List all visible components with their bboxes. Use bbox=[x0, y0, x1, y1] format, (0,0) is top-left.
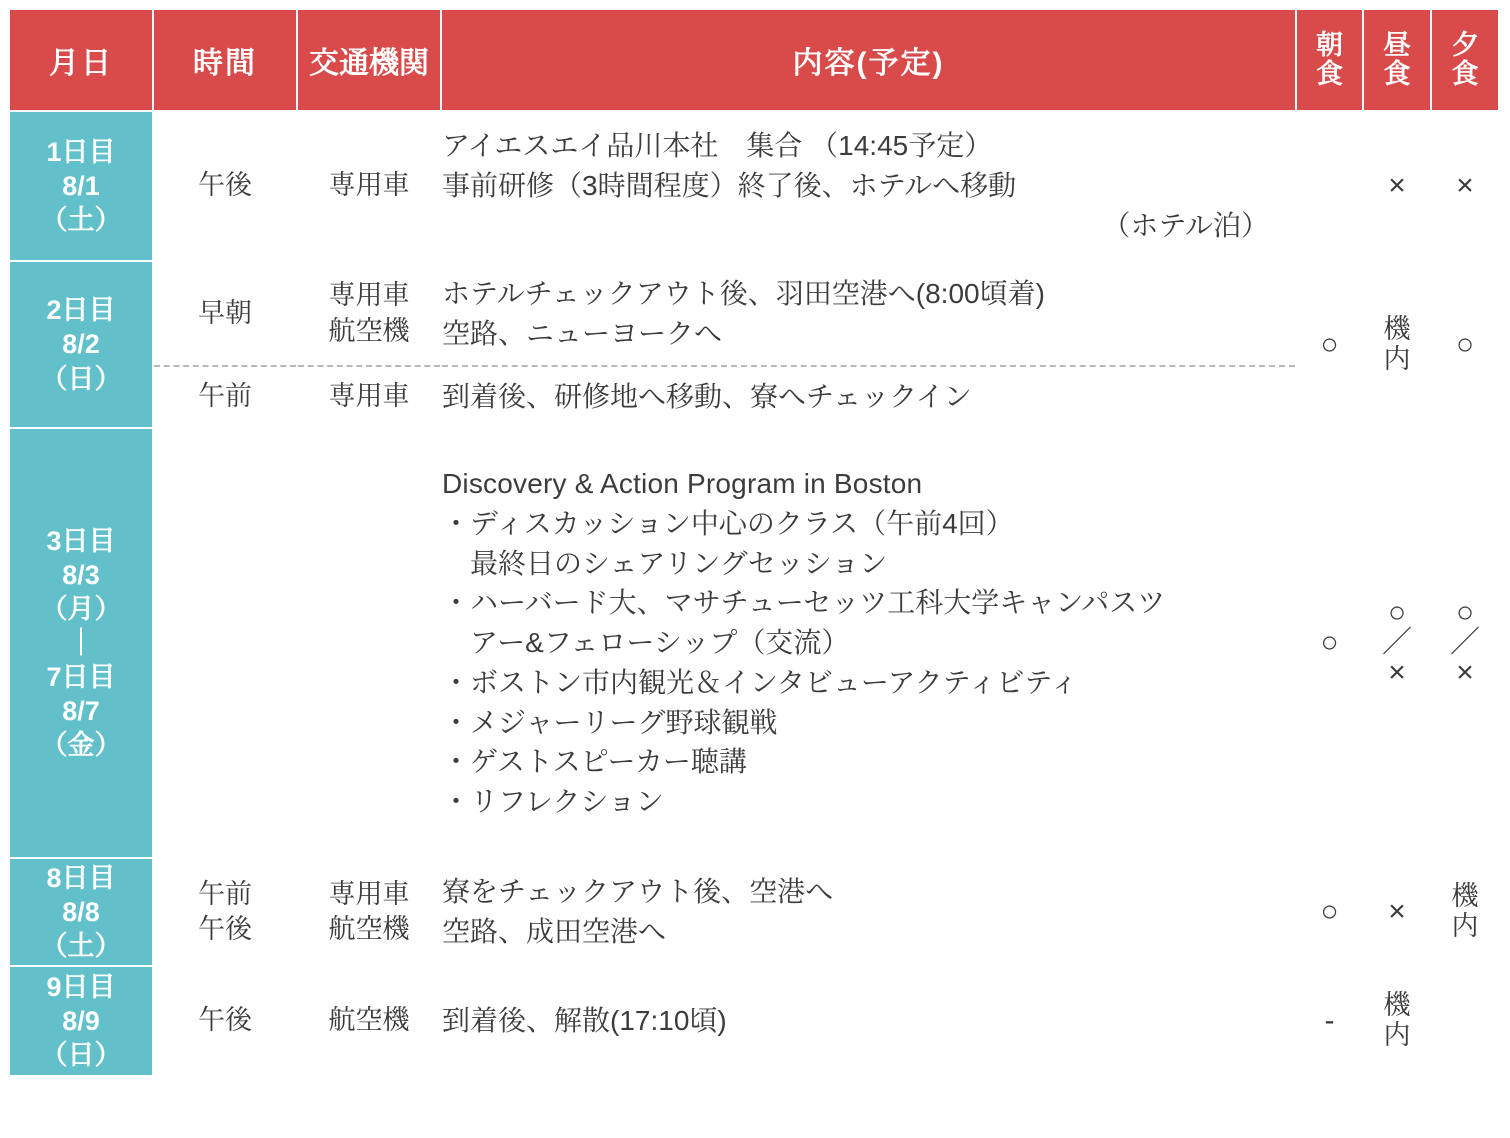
time-cell bbox=[153, 428, 297, 858]
dinner-cell bbox=[1431, 428, 1499, 858]
content-line: ・ハーバード大、マサチューセッツ工科大学キャンパスツ bbox=[442, 587, 1166, 619]
content-line: 空路、成田空港へ bbox=[442, 916, 667, 947]
day-line: （土） bbox=[40, 931, 122, 961]
day-line: 3日目 bbox=[46, 525, 116, 556]
lunch-char-2: 食 bbox=[1383, 59, 1411, 89]
breakfast-char-2: 食 bbox=[1316, 59, 1343, 89]
day-line: 1日目 bbox=[46, 136, 116, 167]
column-header-dinner bbox=[1431, 9, 1499, 111]
time-cell bbox=[153, 966, 297, 1076]
breakfast-char-1: 朝 bbox=[1316, 29, 1343, 60]
content-cell bbox=[441, 111, 1296, 261]
lunch-cell bbox=[1363, 966, 1431, 1076]
table-row bbox=[9, 261, 1499, 366]
table-row bbox=[9, 111, 1499, 261]
day-line: 8/8 bbox=[62, 896, 100, 927]
dinner-cell: ○ bbox=[1431, 261, 1499, 428]
time-cell bbox=[153, 858, 297, 966]
column-header-time: 時間 bbox=[153, 9, 297, 111]
lunch-value: 機 内 bbox=[1383, 990, 1411, 1050]
lunch-value: ○ ／ × bbox=[1382, 596, 1412, 689]
transport-line: 専用車 bbox=[328, 381, 410, 412]
breakfast-cell: ○ bbox=[1296, 261, 1363, 428]
lunch-cell: × bbox=[1363, 111, 1431, 261]
content-cell bbox=[441, 261, 1296, 366]
lunch-cell bbox=[1363, 428, 1431, 858]
transport-cell bbox=[297, 966, 441, 1076]
day-line: 2日目 bbox=[46, 295, 116, 326]
itinerary-table bbox=[8, 8, 1500, 1077]
column-header-transport: 交通機関 bbox=[297, 9, 441, 111]
table-header bbox=[9, 9, 1499, 111]
transport-line: 航空機 bbox=[328, 914, 410, 944]
day-line: （日） bbox=[40, 363, 122, 394]
transport-cell bbox=[297, 366, 441, 428]
transport-line: 専用車 bbox=[328, 170, 410, 201]
transport-cell bbox=[297, 111, 441, 261]
dinner-value: ○ ／ × bbox=[1450, 596, 1480, 689]
day-line: （日） bbox=[40, 1040, 122, 1070]
time-cell bbox=[153, 366, 297, 428]
content-line: ・ボストン市内観光＆インタビューアクティビティ bbox=[442, 666, 1079, 698]
lunch-char-1: 昼 bbox=[1383, 29, 1411, 60]
content-line: ・ディスカッション中心のクラス（午前4回） bbox=[442, 507, 1014, 539]
content-line: ・メジャーリーグ野球観戦 bbox=[442, 706, 778, 738]
day-line: 8/1 bbox=[62, 170, 100, 201]
transport-cell bbox=[297, 858, 441, 966]
time-line: 午前 bbox=[198, 878, 252, 909]
dinner-char-2: 食 bbox=[1451, 59, 1479, 89]
content-line: アー&フェローシップ（交流） bbox=[442, 627, 850, 659]
dinner-cell bbox=[1431, 858, 1499, 966]
transport-line: 専用車 bbox=[328, 280, 410, 311]
time-line: 早朝 bbox=[198, 297, 252, 328]
day-line: （金） bbox=[40, 730, 122, 761]
day-line: 8/9 bbox=[62, 1005, 100, 1036]
day-cell bbox=[9, 966, 153, 1076]
content-line: 空路、ニューヨークへ bbox=[442, 317, 723, 349]
time-cell bbox=[153, 111, 297, 261]
day-line: 8/2 bbox=[62, 329, 100, 360]
content-line-note: （ホテル泊） bbox=[1102, 209, 1269, 241]
transport-line: 航空機 bbox=[328, 315, 410, 346]
transport-line: 航空機 bbox=[328, 1005, 410, 1036]
day-line: （月） bbox=[40, 593, 122, 624]
day-line: ｜ bbox=[67, 627, 95, 658]
header-row bbox=[9, 9, 1499, 111]
content-line-title: Discovery & Action Program in Boston bbox=[442, 468, 923, 500]
content-line: ・ゲストスピーカー聴講 bbox=[442, 746, 747, 778]
content-line: アイエスエイ品川本社 集合 （14:45予定） bbox=[442, 130, 993, 162]
table-row bbox=[9, 366, 1499, 428]
time-line: 午後 bbox=[198, 1005, 252, 1036]
content-line: ホテルチェックアウト後、羽田空港へ(8:00頃着) bbox=[442, 277, 1045, 309]
dinner-cell: × bbox=[1431, 111, 1499, 261]
lunch-cell bbox=[1363, 261, 1431, 428]
transport-line: 専用車 bbox=[328, 878, 410, 909]
breakfast-cell: ○ bbox=[1296, 428, 1363, 858]
breakfast-cell: ○ bbox=[1296, 858, 1363, 966]
day-line: （土） bbox=[40, 205, 122, 235]
column-header-date: 月日 bbox=[9, 9, 153, 111]
day-line: 8/3 bbox=[62, 559, 100, 590]
content-cell bbox=[441, 366, 1296, 428]
day-line: 9日目 bbox=[46, 971, 116, 1002]
time-line: 午前 bbox=[198, 381, 252, 412]
content-line: 最終日のシェアリングセッション bbox=[442, 547, 888, 579]
content-line: ・リフレクション bbox=[442, 786, 664, 818]
day-line: 8日目 bbox=[46, 862, 116, 893]
content-line: 到着後、解散(17:10頃) bbox=[442, 1005, 727, 1037]
content-cell bbox=[441, 966, 1296, 1076]
table-row bbox=[9, 966, 1499, 1076]
day-cell bbox=[9, 261, 153, 428]
time-cell bbox=[153, 261, 297, 366]
dinner-cell bbox=[1431, 966, 1499, 1076]
column-header-content: 内容(予定) bbox=[441, 9, 1296, 111]
breakfast-cell: - bbox=[1296, 966, 1363, 1076]
content-line: 到着後、研修地へ移動、寮へチェックイン bbox=[442, 381, 972, 413]
transport-cell bbox=[297, 428, 441, 858]
lunch-value: 機 内 bbox=[1383, 313, 1411, 374]
content-line: 寮をチェックアウト後、空港へ bbox=[442, 876, 834, 908]
day-cell bbox=[9, 111, 153, 261]
table-row bbox=[9, 428, 1499, 858]
column-header-lunch bbox=[1363, 9, 1431, 111]
content-cell bbox=[441, 858, 1296, 966]
day-cell bbox=[9, 858, 153, 966]
day-line: 7日目 bbox=[46, 662, 116, 692]
table-row bbox=[9, 858, 1499, 966]
time-line: 午後 bbox=[198, 914, 252, 944]
content-line: 事前研修（3時間程度）終了後、ホテルへ移動 bbox=[442, 170, 1017, 202]
day-cell bbox=[9, 428, 153, 858]
time-line: 午後 bbox=[198, 170, 252, 201]
table-body bbox=[9, 111, 1499, 1076]
dinner-char-1: 夕 bbox=[1451, 29, 1479, 60]
content-cell bbox=[441, 428, 1296, 858]
transport-cell bbox=[297, 261, 441, 366]
column-header-breakfast bbox=[1296, 9, 1363, 111]
day-line: 8/7 bbox=[62, 696, 100, 727]
breakfast-cell bbox=[1296, 111, 1363, 261]
dinner-value: 機 内 bbox=[1451, 881, 1479, 941]
lunch-cell: × bbox=[1363, 858, 1431, 966]
